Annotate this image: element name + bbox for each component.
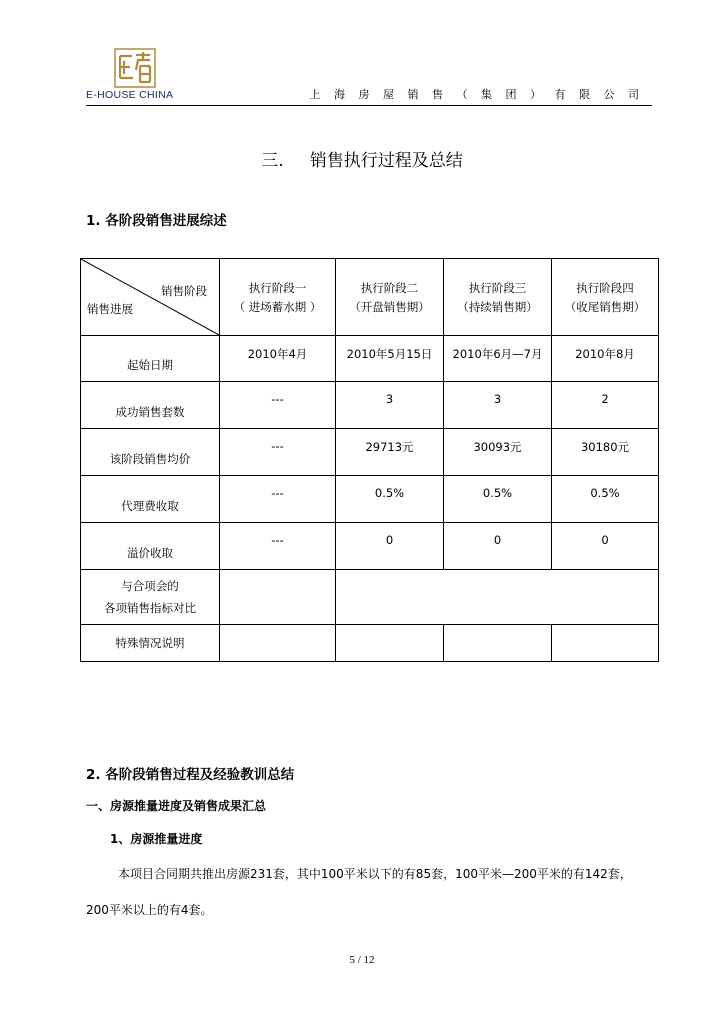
table-cell: 2010年4月: [220, 336, 336, 382]
table-row: [81, 625, 659, 662]
column-header: [220, 259, 336, 336]
table-row: [81, 523, 659, 570]
header-divider: [86, 105, 652, 106]
column-header: [444, 259, 552, 336]
table-cell: [336, 625, 444, 662]
section-title-text: 销售执行过程及总结: [309, 151, 463, 171]
subheading: 一、房源推量进度及销售成果汇总: [86, 799, 267, 813]
part1-heading: 1. 各阶段销售进展综述: [86, 213, 227, 229]
row-label: 起始日期: [81, 336, 220, 382]
company-name: 上 海 房 屋 销 售 （ 集 团 ） 有 限 公 司: [309, 88, 644, 101]
table-cell: ---: [220, 523, 336, 570]
table-cell: ---: [220, 429, 336, 476]
table-cell: ---: [220, 382, 336, 429]
row-label-line2: 各项销售指标对比: [104, 601, 196, 615]
column-header-line1: 执行阶段三: [468, 281, 527, 295]
table-cell: 30180元: [552, 429, 659, 476]
part2-heading: 2. 各阶段销售过程及经验教训总结: [86, 767, 295, 783]
table-cell: [220, 570, 336, 625]
table-cell: 3: [444, 382, 552, 429]
table-row: [81, 476, 659, 523]
table-cell: 3: [336, 382, 444, 429]
column-header-line1: 执行阶段一: [248, 281, 307, 295]
row-label: 该阶段销售均价: [81, 429, 220, 476]
table-cell: 0.5%: [552, 476, 659, 523]
table-header-row: [81, 259, 659, 336]
row-label: 溢价收取: [81, 523, 220, 570]
column-header-line2: （收尾销售期）: [564, 300, 646, 314]
corner-top-label: 销售阶段: [161, 284, 207, 298]
table-row: [81, 570, 659, 625]
table-cell: 2010年5月15日: [336, 336, 444, 382]
column-header-line2: （开盘销售期）: [349, 300, 430, 314]
paragraph-line: 本项目合同期共推出房源231套，其中100平米以下的有85套，100平米—200平米的有142套，: [118, 867, 632, 881]
sales-progress-table: [80, 258, 659, 662]
logo-text: E-HOUSE CHINA: [86, 89, 174, 101]
row-label: 代理费收取: [81, 476, 220, 523]
row-label: 成功销售套数: [81, 382, 220, 429]
column-header-line2: （持续销售期）: [457, 300, 538, 314]
table-cell: 30093元: [444, 429, 552, 476]
table-cell: 0: [444, 523, 552, 570]
paragraph-line: 200平米以上的有4套。: [86, 903, 213, 917]
table-cell: 0: [336, 523, 444, 570]
company-logo: [86, 48, 186, 104]
table-row: [81, 382, 659, 429]
page-number: 5 / 12: [349, 954, 375, 966]
row-label: 特殊情况说明: [81, 625, 220, 662]
row-label-line1: 与合项会的: [121, 579, 179, 593]
column-header-line1: 执行阶段二: [360, 281, 419, 295]
table-cell: [220, 625, 336, 662]
table-cell: 2010年8月: [552, 336, 659, 382]
ehouse-logo-icon: [114, 48, 156, 88]
table-cell: 0.5%: [336, 476, 444, 523]
table-row: [81, 429, 659, 476]
column-header: [336, 259, 444, 336]
row-label: [81, 570, 220, 625]
corner-bottom-label: 销售进展: [87, 302, 133, 316]
table-cell: 2010年6月—7月: [444, 336, 552, 382]
table-cell: ---: [220, 476, 336, 523]
table-cell-merged: [336, 570, 659, 625]
section-title: [0, 146, 724, 171]
section-number: 三.: [261, 151, 284, 171]
table-cell: [552, 625, 659, 662]
column-header-line1: 执行阶段四: [576, 281, 634, 295]
sub-subheading: 1、房源推量进度: [110, 832, 203, 846]
table-row: [81, 336, 659, 382]
table-cell: 29713元: [336, 429, 444, 476]
table-cell: [444, 625, 552, 662]
column-header-line2: （ 进场蓄水期 ）: [233, 300, 322, 314]
corner-cell: [81, 259, 220, 336]
table-cell: 0.5%: [444, 476, 552, 523]
column-header: [552, 259, 659, 336]
table-cell: 2: [552, 382, 659, 429]
table-cell: 0: [552, 523, 659, 570]
